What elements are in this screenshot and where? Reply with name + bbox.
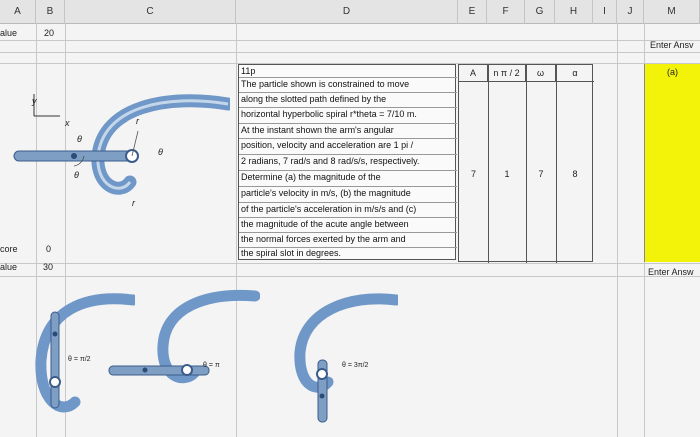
row-label-score[interactable]: core <box>0 244 18 254</box>
header-alpha[interactable]: α <box>572 68 578 78</box>
column-header-a[interactable]: A <box>0 0 36 24</box>
particle <box>71 153 77 159</box>
value-omega[interactable]: 7 <box>538 169 544 179</box>
enter-answer-label[interactable]: Enter Answ <box>648 267 694 277</box>
column-header-g[interactable]: G <box>525 0 555 24</box>
theta-label: θ <box>158 147 163 157</box>
problem-line: 2 radians, 7 rad/s and 8 rad/s/s, respectively. <box>241 156 420 166</box>
problem-statement[interactable] <box>238 64 456 260</box>
problem-line: particle's velocity in m/s, (b) the magnitude <box>241 188 411 198</box>
problem-line: Determine (a) the magnitude of the <box>241 172 381 182</box>
column-header-h[interactable]: H <box>555 0 593 24</box>
row-label-value[interactable]: alue <box>0 28 18 38</box>
position-figure-3 <box>278 290 398 425</box>
column-header-d[interactable]: D <box>236 0 458 24</box>
value-cell[interactable]: 20 <box>44 28 55 38</box>
y-label: y <box>32 96 37 106</box>
grid-line <box>0 40 700 41</box>
value-cell[interactable]: 30 <box>43 262 54 272</box>
header-omega[interactable]: ω <box>526 65 556 81</box>
column-header-j[interactable]: J <box>617 0 644 24</box>
grid-line <box>0 263 700 264</box>
angle-label: θ = π/2 <box>68 356 91 363</box>
grid-line <box>617 24 618 437</box>
part-label: (a) <box>667 67 678 77</box>
problem-line: position, velocity and acceleration are 1 pi / <box>241 140 414 150</box>
column-header-c[interactable]: C <box>65 0 236 24</box>
header-a[interactable]: A <box>459 65 488 81</box>
problem-line: the spiral slot in degrees. <box>241 248 342 258</box>
grid-line <box>0 52 700 53</box>
header-n-pi[interactable]: n π / 2 <box>488 65 526 81</box>
angle-label: θ = 3π/2 <box>342 362 369 369</box>
position-figure-2 <box>105 288 260 393</box>
column-header-row <box>0 0 700 24</box>
spiral-slot <box>98 101 228 188</box>
column-header-b[interactable]: B <box>36 0 65 24</box>
row-label-value[interactable]: alue <box>0 262 18 272</box>
problem-id: 11p <box>241 66 256 76</box>
slotted-path-figure <box>8 86 230 214</box>
problem-line: The particle shown is constrained to move <box>241 79 410 89</box>
column-header-f[interactable]: F <box>487 0 525 24</box>
answer-input-cell[interactable] <box>644 64 700 262</box>
parameter-table <box>458 64 593 262</box>
problem-line: the normal forces exerted by the arm and <box>241 234 406 244</box>
column-header-e[interactable]: E <box>458 0 487 24</box>
theta-label: θ <box>74 170 79 180</box>
problem-line: of the particle's acceleration in m/s/s and (c) <box>241 204 417 214</box>
theta-label: θ <box>77 134 82 144</box>
value-alpha[interactable]: 8 <box>572 169 578 179</box>
problem-line: the magnitude of the acute angle between <box>241 219 409 229</box>
column-header-m[interactable]: M <box>644 0 700 24</box>
value-n[interactable]: 1 <box>504 169 510 179</box>
x-label: x <box>65 118 70 128</box>
grid-line <box>0 276 700 277</box>
angle-label: θ = π <box>203 362 220 369</box>
r-label: r <box>132 198 135 208</box>
problem-line: along the slotted path defined by the <box>241 94 387 104</box>
score-cell[interactable]: 0 <box>46 244 52 254</box>
column-header-i[interactable]: I <box>593 0 617 24</box>
problem-line: horizontal hyperbolic spiral r*theta = 7/10 m. <box>241 109 417 119</box>
enter-answer-label[interactable]: Enter Ansv <box>650 40 694 50</box>
value-a[interactable]: 7 <box>470 169 476 179</box>
r-label: r <box>136 116 139 126</box>
problem-line: At the instant shown the arm's angular <box>241 125 394 135</box>
